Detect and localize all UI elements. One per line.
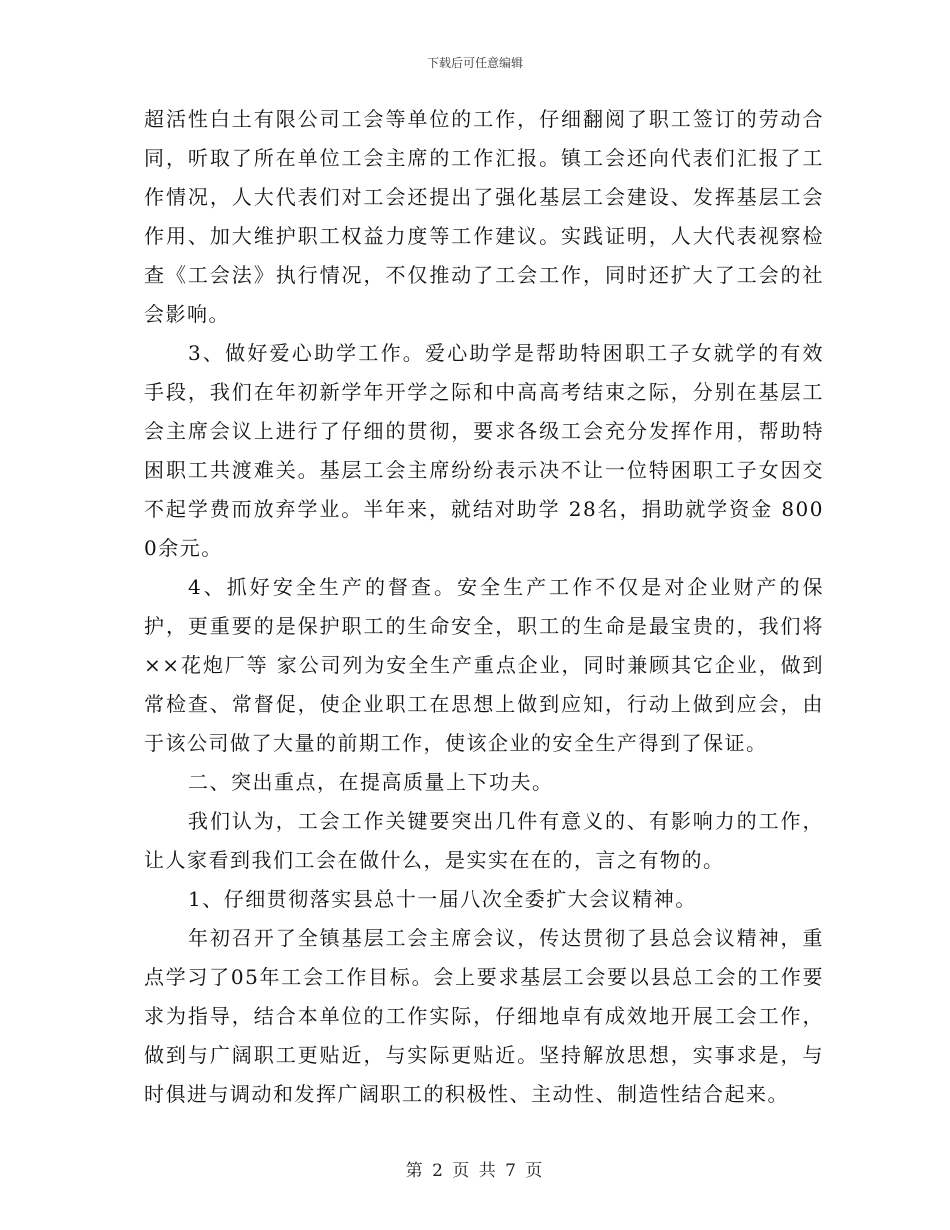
page-header: 下载后可任意编辑 [426,56,523,70]
paragraph: 1、仔细贯彻落实县总十一届八次全委扩大会议精神。 [188,887,697,911]
paragraph: 超活性白土有限公司工会等单位的工作，仔细翻阅了职工签订的劳动合同，听取了所在单位工会主席的工作汇报。镇工会还向代表们汇报了工作情况，人大代表们对工会还提出了强化基层工会建设、发挥基层工会作用、加大维护职工权益力度等工作建议。实践证明，人大代表视察检查《工会法》执行情况，不仅推动了工会工作，同时还扩大了工会的社会影响。 [144,107,824,326]
paragraph: 年初召开了全镇基层工会主席会议，传达贯彻了县总会议精神，重点学习了05年工会工作目标。会上要求基层工会要以县总工会的工作要求为指导，结合本单位的工作实际，仔细地卓有成效地开展工会工作，做到与广阔职工更贴近，与实际更贴近。坚持解放思想，实事求是，与时俱进与调动和发挥广阔职工的积极性、主动性、制造性结合起来。 [144,926,824,1106]
paragraph: 我们认为，工会工作关键要突出几件有意义的、有影响力的工作，让人家看到我们工会在做什么，是实实在在的，言之有物的。 [144,809,824,872]
page-number: 第 2 页 共 7 页 [405,1161,545,1181]
paragraph: 4、抓好安全生产的督查。安全生产工作不仅是对企业财产的保护，更重要的是保护职工的生命安全，职工的生命是最宝贵的，我们将××花炮厂等 家公司列为安全生产重点企业，同时兼顾其它企业，做到常检查、常督促，使企业职工在思想上做到应知，行动上做到应会，由于该公司做了大量的前期工作，使该企业的安全生产得到了保证。 [144,575,824,755]
section-heading: 二、突出重点，在提高质量上下功夫。 [188,770,554,794]
paragraph: 3、做好爱心助学工作。爱心助学是帮助特困职工子女就学的有效手段，我们在年初新学年开学之际和中高高考结束之际，分别在基层工会主席会议上进行了仔细的贯彻，要求各级工会充分发挥作用，帮助特困职工共渡难关。基层工会主席纷纷表示决不让一位特困职工子女因交不起学费而放弃学业。半年来，就结对助学 28名，捐助就学资金 8000余元。 [144,341,824,560]
document-body [144,100,824,1114]
